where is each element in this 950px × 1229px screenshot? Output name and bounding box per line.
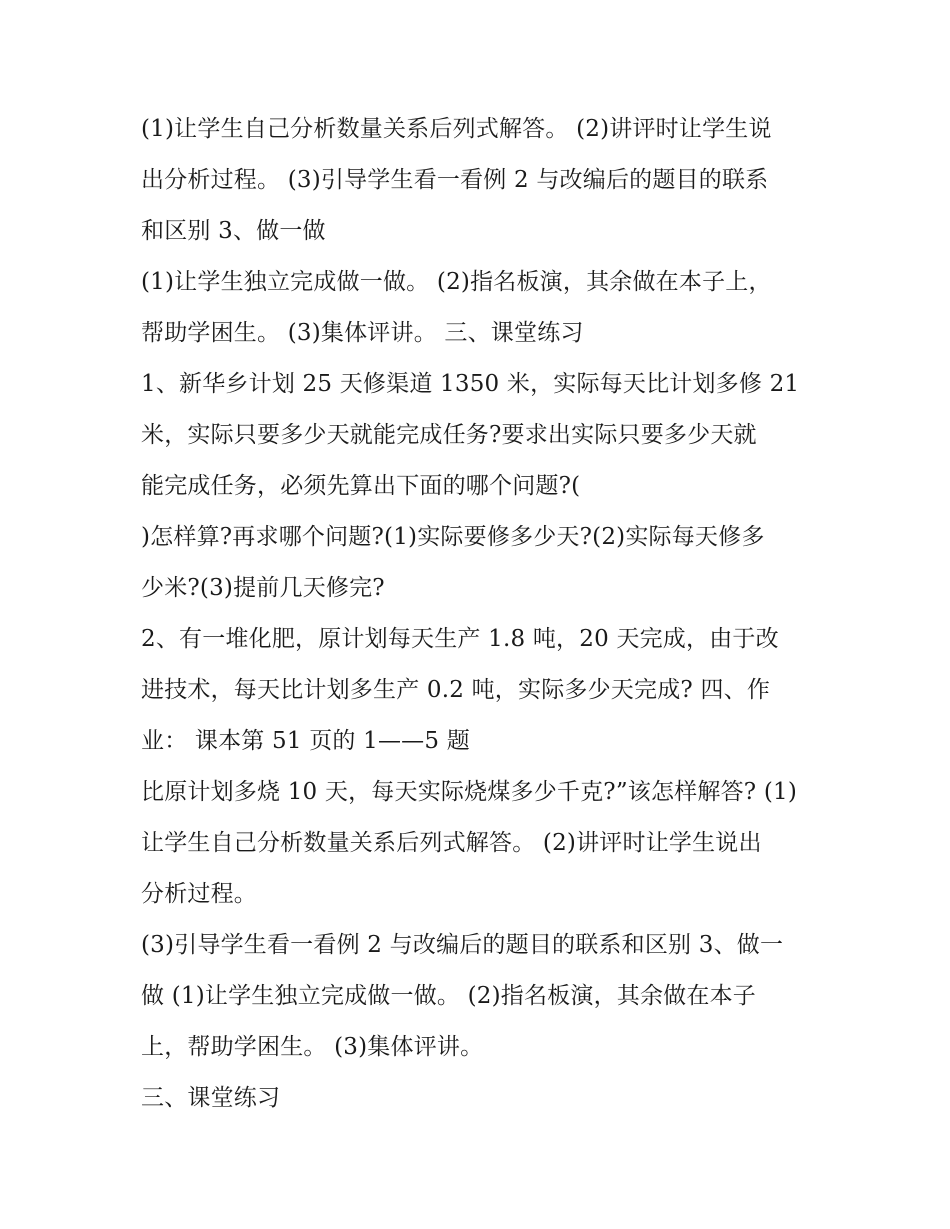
text-line: 少米?(3)提前几天修完? bbox=[141, 575, 385, 601]
text-line: 做 (1)让学生独立完成做一做。 (2)指名板演，其余做在本子 bbox=[141, 983, 756, 1009]
text-line: 米，实际只要多少天就能完成任务?要求出实际只要多少天就 bbox=[141, 422, 757, 448]
text-line: 1、新华乡计划 25 天修渠道 1350 米，实际每天比计划多修 21 bbox=[141, 371, 800, 397]
text-line: 三、课堂练习 bbox=[141, 1085, 281, 1111]
text-line: 比原计划多烧 10 天，每天实际烧煤多少千克?”该怎样解答? (1) bbox=[141, 779, 797, 805]
text-line: 让学生自己分析数量关系后列式解答。 (2)讲评时让学生说出 bbox=[141, 830, 762, 856]
text-line: 和区别 3、做一做 bbox=[141, 218, 326, 244]
text-line: 帮助学困生。 (3)集体评讲。 三、课堂练习 bbox=[141, 320, 584, 346]
text-line: 业： 课本第 51 页的 1——5 题 bbox=[141, 728, 470, 754]
text-line: 出分析过程。 (3)引导学生看一看例 2 与改编后的题目的联系 bbox=[141, 167, 769, 193]
text-line: 进技术，每天比计划多生产 0.2 吨，实际多少天完成? 四、作 bbox=[141, 677, 771, 703]
document-body bbox=[141, 104, 821, 1124]
text-line: (1)让学生自己分析数量关系后列式解答。 (2)讲评时让学生说 bbox=[141, 116, 772, 142]
text-line: )怎样算?再求哪个问题?(1)实际要修多少天?(2)实际每天修多 bbox=[141, 524, 765, 550]
text-line: 分析过程。 bbox=[141, 881, 257, 907]
text-line: 能完成任务，必须先算出下面的哪个问题?( bbox=[141, 473, 581, 499]
text-line: 2、有一堆化肥，原计划每天生产 1.8 吨，20 天完成，由于改 bbox=[141, 626, 779, 652]
text-line: 上，帮助学困生。 (3)集体评讲。 bbox=[141, 1034, 484, 1060]
text-line: (3)引导学生看一看例 2 与改编后的题目的联系和区别 3、做一 bbox=[141, 932, 784, 958]
text-line: (1)让学生独立完成做一做。 (2)指名板演，其余做在本子上， bbox=[141, 269, 772, 295]
